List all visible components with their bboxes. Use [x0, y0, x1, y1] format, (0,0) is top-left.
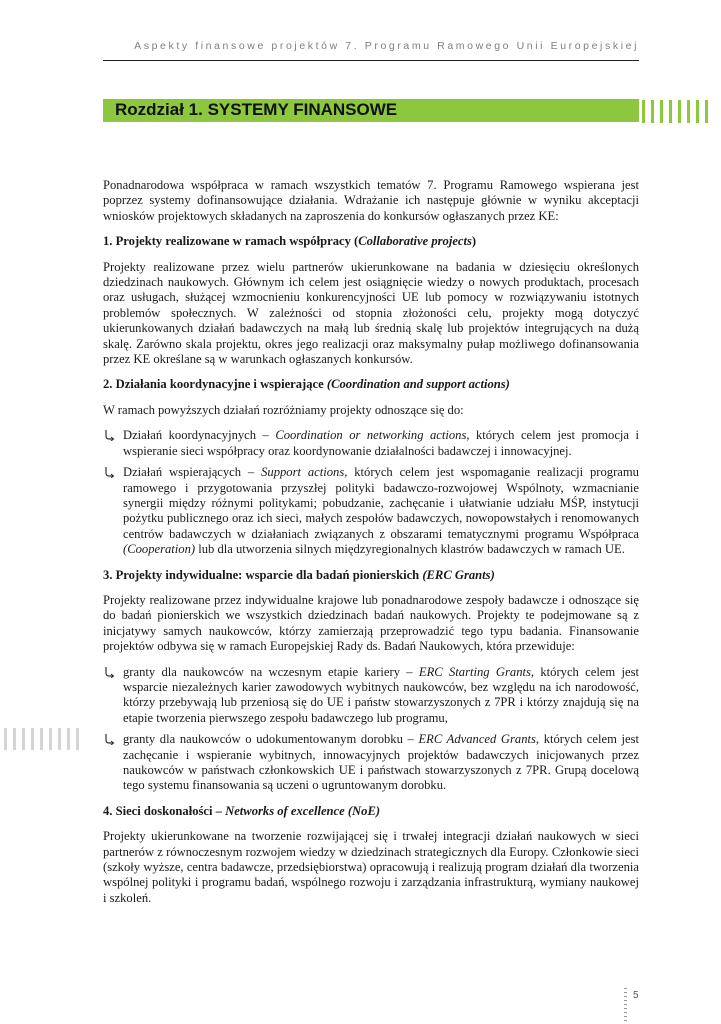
- section-3-intro: Projekty realizowane przez indywidualne krajowe lub ponadnarodowe zespoły badawcze i odnoszące się do badań pionierskich we wszystkich dziedzinach badań naukowych. Projekty te podejmowane są z inicjatywy samych naukowców, którzy zamierzają przeprowadzić tego typu badania. Finansowanie projektów odbywa się w ramach Europejskiej Rady ds. Badań Naukowych, która przewiduje:: [103, 592, 639, 654]
- list-item: Działań wspierających – Support actions, których celem jest wspomaganie realizacji programu ramowego i przygotowania przyszłej polityki badawczo-rozwojowej Wspólnoty, wzmacnianie synergii między różnymi politykami; pobudzanie, zachęcanie i ułatwianie udziału MŚP, instytucji pożytku publicznego oraz ich sieci, małych zespołów badawczych, nowopowstałych i renomowanych centrów badawczych w działaniach związanych z obszarami tematycznymi programu Współpraca (Cooperation) lub dla utworzenia silnych międzyregionalnych klastrów badawczych w ramach UE.: [103, 465, 639, 557]
- header-rule: [103, 60, 639, 61]
- section-3-heading: 3. Projekty indywidualne: wsparcie dla badań pionierskich (ERC Grants): [103, 567, 495, 582]
- list-item: Działań koordynacyjnych – Coordination or networking actions, których celem jest promocja i wspieranie sieci współpracy oraz koordynowanie działalności badawczej i innowacyjnej.: [103, 428, 639, 459]
- list-item: granty dla naukowców o udokumentowanym dorobku – ERC Advanced Grants, których celem jest zachęcanie i wspieranie wybitnych, innowacyjnych projektów badawczych inicjowanych przez naukowców w państwach członkowskich UE i państwach stowarzyszonych z 7PR. Grupą docelową tego systemu finansowania są uczeni o ugruntowanym dorobku.: [103, 732, 639, 794]
- section-4-heading: 4. Sieci doskonałości – Networks of excellence (NoE): [103, 803, 381, 818]
- chapter-title-bar: [103, 99, 639, 122]
- page-number-marks: [624, 988, 627, 1024]
- main-content: [103, 178, 639, 916]
- section-1-heading: 1. Projekty realizowane w ramach współpracy (Collaborative projects): [103, 234, 477, 249]
- decorative-stripes-left: [4, 728, 79, 750]
- curved-arrow-icon: [104, 429, 115, 441]
- decorative-stripes-top: [642, 100, 708, 123]
- section-2-list: [103, 428, 639, 557]
- page-number: 5: [633, 990, 639, 1001]
- section-1-paragraph: Projekty realizowane przez wielu partnerów ukierunkowane na badania w dziesięciu określonych dziedzinach naukowych. Głównym ich celem jest osiągnięcie wiedzy o nowych produktach, procesach oraz usługach, służącej wzmocnieniu konkurencyjności UE lub pomocy w rozwiązywaniu istotnych problemów społecznych. W zależności od stopnia złożoności celu, projekty mogą dotyczyć ukierunkowanych działań badawczych na małą lub średnią skalę lub projektów integrujących na dużą skalę. Zarówno skala projektu, okres jego realizacji oraz maksymalny pułap możliwego dofinansowania przez KE określane są w warunkach ogłaszanych konkursów.: [103, 259, 639, 367]
- curved-arrow-icon: [104, 733, 115, 745]
- running-header: Aspekty finansowe projektów 7. Programu Ramowego Unii Europejskiej: [134, 40, 639, 52]
- curved-arrow-icon: [104, 666, 115, 678]
- section-4-paragraph: Projekty ukierunkowane na tworzenie rozwijającej się i trwałej integracji działań naukowych w sieci partnerów z równoczesnym rozwojem wiedzy w dziedzinach strategicznych dla Europy. Członkowie sieci (szkoły wyższe, centra badawcze, przedsiębiorstwa) opracowują i realizują program działań dla tworzenia wspólnej polityki i programu badań, wspólnego rozwoju i zarządzania infrastrukturą, wymiany naukowej i szkoleń.: [103, 829, 639, 905]
- chapter-title: Rozdział 1. SYSTEMY FINANSOWE: [115, 100, 398, 119]
- section-3-list: [103, 665, 639, 794]
- curved-arrow-icon: [104, 466, 115, 478]
- intro-paragraph: Ponadnarodowa współpraca w ramach wszystkich tematów 7. Programu Ramowego wspierana jest poprzez systemy dofinansowujące działania. Wdrażanie ich następuje głównie w wyniku akceptacji wniosków projektowych składanych na zaproszenia do konkursów ogłaszanych przez KE:: [103, 178, 639, 223]
- list-item: granty dla naukowców na wczesnym etapie kariery – ERC Starting Grants, których celem jest wsparcie niezależnych karier zawodowych wybitnych naukowców, bez względu na ich narodowość, którzy przebywają lub przeniosą się do UE i państw stowarzyszonych z 7PR i którzy znajdują się na etapie tworzenia pierwszego zespołu badawczego lub programu,: [103, 665, 639, 727]
- section-2-heading: 2. Działania koordynacyjne i wspierające (Coordination and support actions): [103, 377, 510, 392]
- section-2-intro: W ramach powyższych działań rozróżniamy projekty odnoszące się do:: [103, 402, 464, 417]
